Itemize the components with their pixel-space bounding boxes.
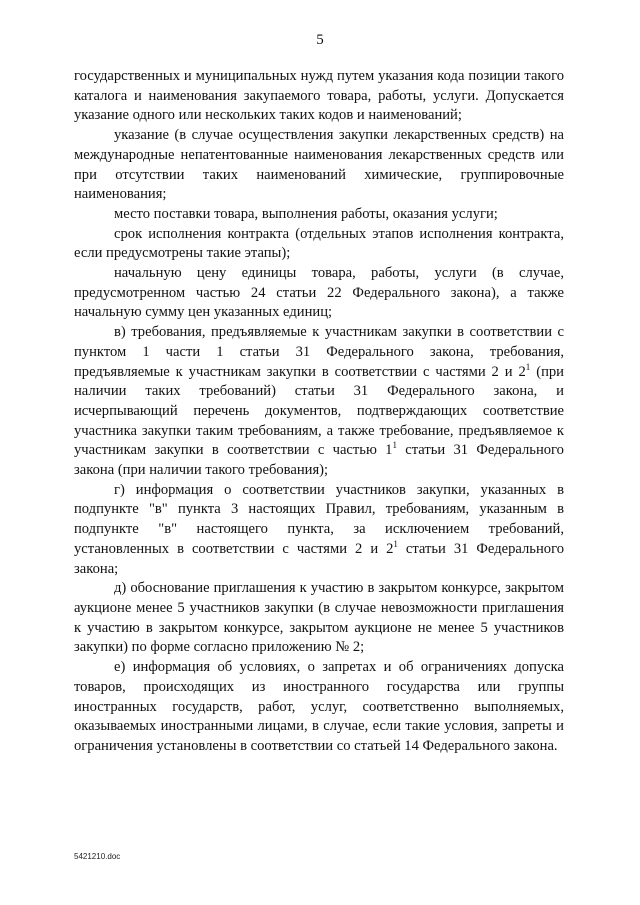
paragraph-text: место поставки товара, выполнения работы, оказания услуги; (114, 205, 498, 222)
paragraph-inn-names (74, 126, 564, 205)
superscript: 1 (393, 538, 398, 549)
paragraph-text: г) информация о соответствии участников закупки, указанных в подпункте "в" пункта 3 настоящих Правил, требованиям, указанным в подпункте "в" настоящего пункта, за исключением требований, установленных в соответствии с частями 2 и 2 (74, 481, 564, 557)
paragraph-text: статьи 31 Федерального закона; (74, 540, 564, 577)
document-body (74, 67, 564, 757)
superscript: 1 (525, 361, 531, 372)
page-number: 5 (316, 32, 324, 48)
superscript: 1 (392, 440, 397, 451)
paragraph-contract-term (74, 225, 564, 264)
paragraph-text: д) обоснование приглашения к участию в закрытом конкурсе, закрытом аукционе менее 5 участников закупки (в случае невозможности приглашения к участию в закрытом конкурсе, закрытом аукционе не менее 5 участников закупки) по форме согласно приложению № 2; (74, 580, 564, 656)
document-file-code: 5421210.doc (74, 852, 121, 861)
paragraph-text: начальную цену единицы товара, работы, услуги (в случае, предусмотренном частью 24 статьи 22 Федерального закона), а также начальную сумму цен указанных единиц; (74, 265, 564, 321)
paragraph-unit-price (74, 264, 564, 323)
paragraph-item-v (74, 323, 564, 481)
paragraph-text: в) требования, предъявляемые к участникам закупки в соответствии с пунктом 1 части 1 статьи 31 Федерального закона, требования, предъявляемые к участникам закупки в соответствии с частями 2 и 2 (74, 324, 564, 380)
paragraph-item-e (74, 658, 564, 757)
paragraph-item-g (74, 481, 564, 580)
paragraph-text: указание (в случае осуществления закупки лекарственных средств) на международные непатентованные наименования лекарственных средств или при отсутствии таких наименований химические, группировочные наименования; (74, 127, 564, 203)
paragraph-item-d (74, 579, 564, 658)
paragraph-text: государственных и муниципальных нужд путем указания кода позиции такого каталога и наименования закупаемого товара, работы, услуги. Допускается указание одного или нескольких таких кодов и наименований; (74, 68, 564, 124)
paragraph-text: срок исполнения контракта (отдельных этапов исполнения контракта, если предусмотрены такие этапы); (74, 225, 564, 262)
paragraph-text: статьи 31 Федерального закона (при наличии такого требования); (74, 442, 564, 479)
paragraph-delivery-place (74, 205, 564, 225)
paragraph-text: е) информация об условиях, о запретах и об ограничениях допуска товаров, происходящих из иностранного государства или группы иностранных государств, работ, услуг, соответственно выполняемых, оказываемых иностранными лицами, в случае, если такие условия, запреты и ограничения установлены в соответствии со статьей 14 Федерального закона. (74, 659, 564, 754)
paragraph-text: (при наличии таких требований) статьи 31 Федерального закона, и исчерпывающий перечень документов, подтверждающих соответствие участника закупки таким требованиям, а также требование, предъявляемое к участникам закупки в соответствии с частью 1 (74, 363, 564, 459)
paragraph-continuation (74, 67, 564, 126)
